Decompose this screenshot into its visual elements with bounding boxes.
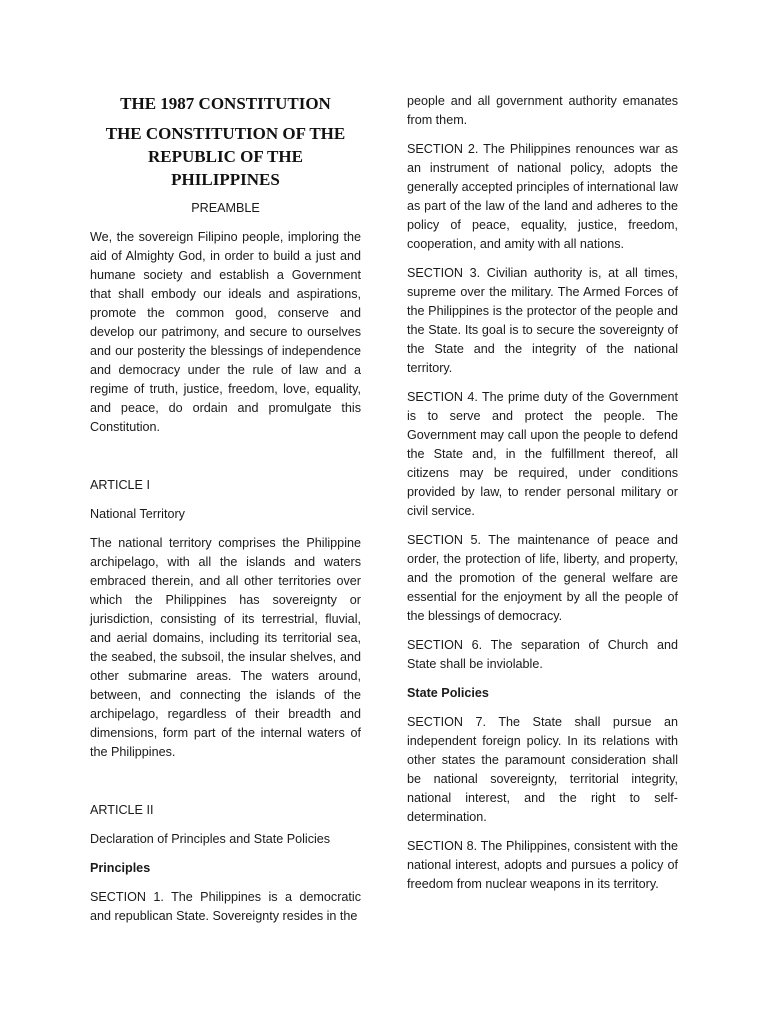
principles-heading: Principles — [90, 861, 151, 875]
left-column — [90, 92, 361, 936]
section-1-continued: people and all government authority emanates from them. — [407, 94, 678, 127]
right-column — [407, 92, 678, 904]
section-2-text: SECTION 2. The Philippines renounces war as an instrument of national policy, adopts the generally accepted principles of international law as part of the law of the land and adheres to the policy of peace, equality, justice, freedom, cooperation, and amity with all nations. — [407, 142, 678, 251]
section-8-text: SECTION 8. The Philippines, consistent with the national interest, adopts and pursues a policy of freedom from nuclear weapons in its territory. — [407, 839, 678, 891]
preamble-heading: PREAMBLE — [191, 201, 260, 215]
section-4-text: SECTION 4. The prime duty of the Government is to serve and protect the people. The Government may call upon the people to defend the State and, in the fulfillment thereof, all citizens may be required, under conditions provided by law, to render personal military or civil service. — [407, 390, 678, 518]
spacer — [90, 447, 361, 476]
article-1-heading: ARTICLE I — [90, 478, 150, 492]
section-5-text: SECTION 5. The maintenance of peace and order, the protection of life, liberty, and property, and the promotion of the general welfare are essential for the enjoyment by all the people of the blessings of democracy. — [407, 533, 678, 623]
section-7-text: SECTION 7. The State shall pursue an independent foreign policy. In its relations with other states the paramount consideration shall be national sovereignty, territorial integrity, national interest, and the right to self-determination. — [407, 715, 678, 824]
section-3-text: SECTION 3. Civilian authority is, at all times, supreme over the military. The Armed Forces of the Philippines is the protector of the people and the State. Its goal is to secure the sovereignty of the State and the integrity of the national territory. — [407, 266, 678, 375]
preamble-text: We, the sovereign Filipino people, imploring the aid of Almighty God, in order to build a just and humane society and establish a Government that shall embody our ideals and aspirations, promote the common good, conserve and develop our patrimony, and secure to ourselves and our posterity the blessings of independence and democracy under the rule of law and a regime of truth, justice, freedom, love, equality, and peace, do ordain and promulgate this Constitution. — [90, 230, 361, 434]
spacer — [90, 772, 361, 801]
section-1-text: SECTION 1. The Philippines is a democratic and republican State. Sovereignty resides in the — [90, 890, 361, 923]
article-2-title: Declaration of Principles and State Policies — [90, 832, 331, 846]
article-1-text: The national territory comprises the Philippine archipelago, with all the islands and waters embraced therein, and all other territories over which the Philippines has sovereignty or jurisdiction, consisting of its terrestrial, fluvial, and aerial domains, including its territorial sea, the seabed, the subsoil, the insular shelves, and other submarine areas. The waters around, between, and connecting the islands of the archipelago, regardless of their breadth and dimensions, form part of the internal waters of the Philippines. — [90, 536, 361, 759]
article-2-heading: ARTICLE II — [90, 803, 154, 817]
document-title: THE 1987 CONSTITUTION — [120, 94, 331, 113]
constitution-full-title: THE CONSTITUTION OF THE REPUBLIC OF THE PHILIPPINES — [105, 124, 346, 189]
state-policies-heading: State Policies — [407, 686, 489, 700]
article-1-title: National Territory — [90, 507, 185, 521]
section-6-text: SECTION 6. The separation of Church and State shall be inviolable. — [407, 638, 678, 671]
